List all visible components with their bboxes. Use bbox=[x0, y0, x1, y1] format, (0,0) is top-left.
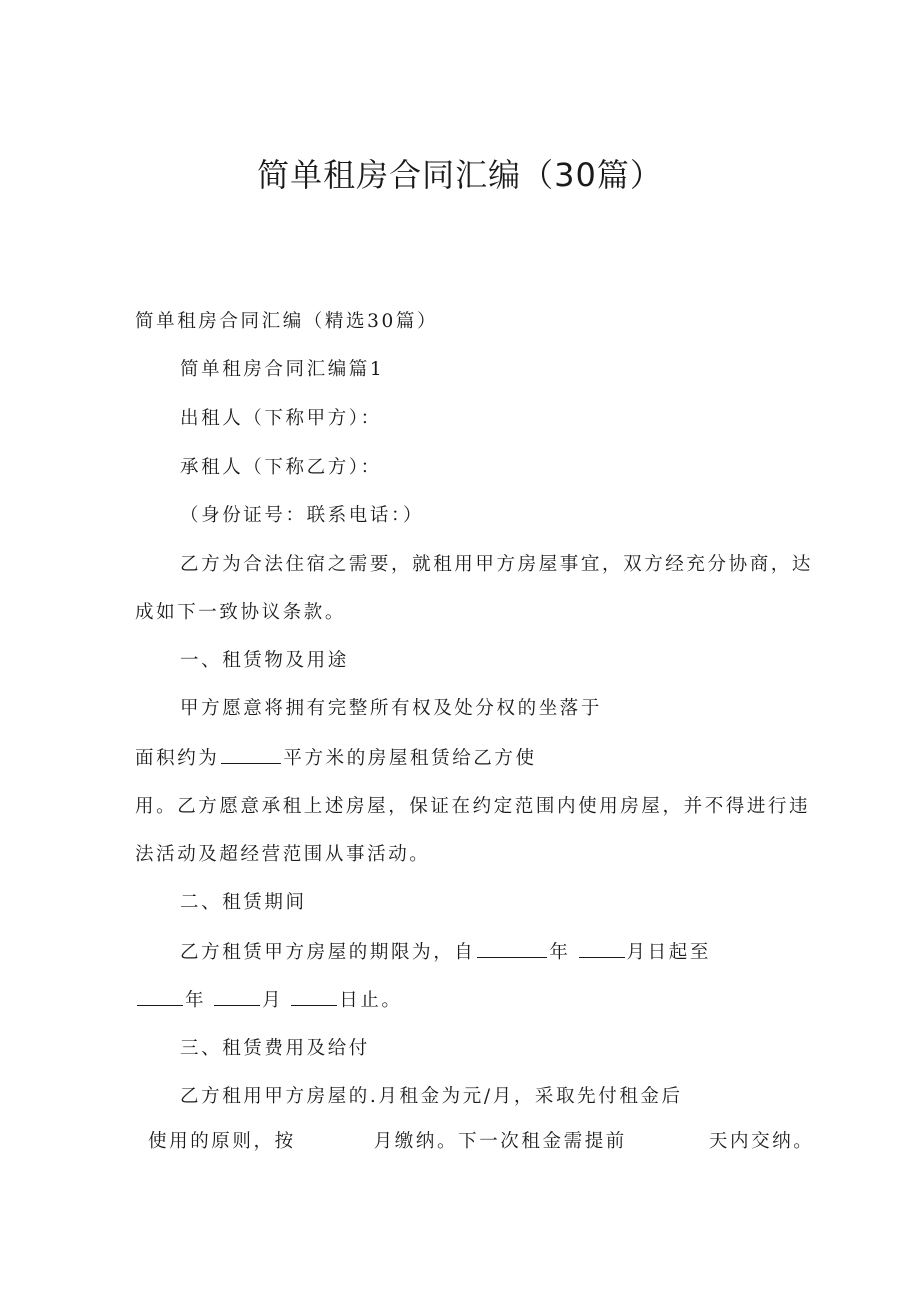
area-blank bbox=[221, 746, 281, 764]
area-label: 面积约为 bbox=[135, 748, 220, 769]
intro-paragraph-line-1: 乙方为合法住宿之需要，就租用甲方房屋事宜，双方经充分协商，达 bbox=[180, 554, 814, 575]
end-day-blank bbox=[291, 988, 337, 1006]
document-title: 简单租房合同汇编（30篇） bbox=[257, 156, 663, 194]
clause-2-line-2 bbox=[135, 988, 403, 1013]
chapter-heading: 简单租房合同汇编篇1 bbox=[180, 359, 385, 380]
end-day-unit: 日止。 bbox=[339, 990, 403, 1011]
end-year-unit: 年 bbox=[185, 990, 207, 1011]
start-year-blank bbox=[477, 940, 547, 958]
payment-method-label: 使用的原则，按 bbox=[148, 1131, 296, 1152]
clause-3-line-1: 乙方租用甲方房屋的.月租金为元/月，采取先付租金后 bbox=[180, 1086, 683, 1107]
start-year-unit: 年 bbox=[549, 942, 571, 963]
lessor-line: 出租人（下称甲方）： bbox=[180, 408, 382, 429]
lessee-line: 承租人（下称乙方）： bbox=[180, 457, 382, 478]
payment-advance-label: 月缴纳。下一次租金需提前 bbox=[373, 1131, 627, 1152]
end-month-blank bbox=[214, 988, 260, 1006]
id-phone-line: （身份证号：联系电话：） bbox=[180, 505, 424, 526]
section-heading-1: 一、租赁物及用途 bbox=[180, 650, 349, 671]
clause-1-line-1: 甲方愿意将拥有完整所有权及处分权的坐落于 bbox=[180, 698, 603, 719]
start-month-unit: 月日起至 bbox=[626, 942, 711, 963]
end-month-unit: 月 bbox=[262, 990, 284, 1011]
section-heading-3: 三、租赁费用及给付 bbox=[180, 1038, 370, 1059]
clause-1-line-3: 用。乙方愿意承租上述房屋，保证在约定范围内使用房屋，并不得进行违 bbox=[135, 796, 811, 817]
intro-paragraph-line-2: 成如下一致协议条款。 bbox=[135, 602, 347, 623]
section-heading-2: 二、租赁期间 bbox=[180, 892, 307, 913]
clause-1-line-4: 法活动及超经营范围从事活动。 bbox=[135, 844, 431, 865]
end-year-blank bbox=[137, 988, 183, 1006]
area-suffix: 平方米的房屋租赁给乙方使 bbox=[283, 748, 537, 769]
start-month-blank bbox=[579, 940, 625, 958]
clause-1-line-2 bbox=[135, 746, 537, 771]
payment-days-label: 天内交纳。 bbox=[708, 1131, 815, 1152]
subtitle-paragraph: 简单租房合同汇编（精选30篇） bbox=[135, 311, 439, 332]
term-label: 乙方租赁甲方房屋的期限为，自 bbox=[180, 942, 476, 963]
clause-3-line-2 bbox=[148, 1130, 814, 1154]
clause-2-line-1 bbox=[180, 940, 711, 965]
